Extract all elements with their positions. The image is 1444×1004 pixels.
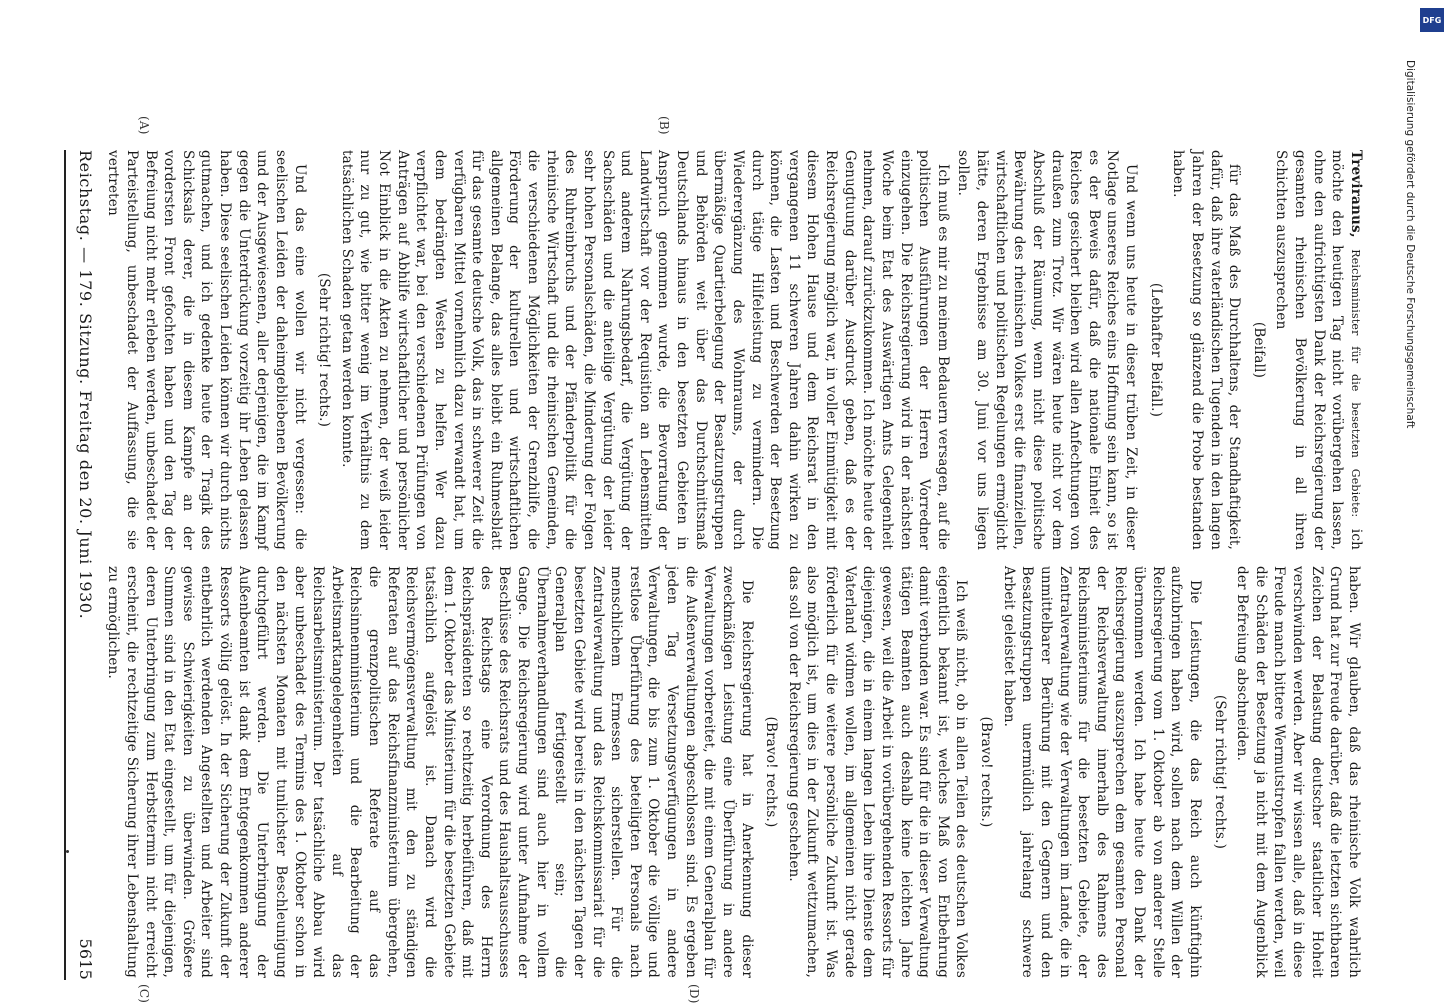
paragraph: Die Reichsregierung hat in Anerkennung dieser zweckmäßigen Leistung eine Überführung in andere Verwaltungen vorbereitet, die mit einem Generalplan für die Außenverwaltungen abgeschlossen sind. Es ergeben jeden Tag Versetzungsverfügungen in andere Verwaltungen, die bis zum 1. Oktober die völlige und restlose Überführung des beteiligten Personals nach menschlichem Ermessen sicherstellen. Für die Zentralverwaltung und das Reichskommissariat für die besetzten Gebiete wird bereits in den nächsten Tagen der Generalplan fertiggestellt sein; die Übernahmeverhandlungen sind auch hier in vollem Gange. Die Reichsregierung wird unter Aufnahme der Beschlüsse des Reichsrats und des Haushaltsausschusses des Reichstags eine Verordnung des Herrn Reichspräsidenten so rechtzeitig herbeiführen, daß mit dem 1. Oktober das Ministerium für die besetzten Gebiete tatsächlich aufgelöst ist. Danach wird die Reichsvermögensverwaltung mit den zu ständigen Referaten auf das Reichsfinanzministerium übergehen, die grenzpolitischen Referate auf das Reichsinnenministerium und die Bearbeitung der Arbeitsmarktangelegenheiten auf das Reichsarbeitsministerium. Der tatsächliche Abbau wird aber unbeschadet des Termins des 1. Oktober schon in den nächsten Monaten mit tunlichster Beschleunigung durchgeführt werden. Die Unterbringung der Außenbeamten ist dank dem Entgegenkommen anderer Ressorts völlig gelöst. In der Sicherung der Zukunft der entbehrlich werdenden Angestellten und Arbeiter sind gewisse Schwierigkeiten zu überwinden. Größere Summen sind in den Etat eingestellt, um für diejenigen, deren Unterbringung zum Herbsttermin nicht erreicht erscheint, die rechtzeitige Sicherung ihrer Lebenshaltung zu ermöglichen. bbox=[105, 566, 755, 978]
interjection: (Lebhafter Beifall.) bbox=[1147, 282, 1164, 418]
digitization-credit bbox=[1402, 60, 1422, 960]
paragraph: Und wenn uns heute in dieser trüben Zeit, in dieser Notlage unseres Reiches eins Hoffnung sein kann, so ist es der Beweis dafür, daß die nationale Einheit des Reiches gesichert bleiben wird allen Anfechtungen von draußen zum Trotz. Wir wären heute nicht vor dem Abschluß der Räumung, wenn nicht diese politische Bewährung des rheinischen Volkes erst die finanziellen, wirtschaftlichen und politischen Regelungen ermöglicht hätte, deren Ergebnisse am 30. Juni vor uns liegen sollen. bbox=[955, 150, 1140, 550]
paragraph: Ich muß es mir zu meinem Bedauern versagen, auf die politischen Ausführungen der Herren Vorredner einzugehen. Die Reichsregierung wird in der nächsten Woche beim Etat des Auswärtigen Amts Gelegenheit nehmen, darauf zurückzukommen. Ich möchte heute der Genugtuung darüber Ausdruck geben, daß es der Reichsregierung möglich war, in voller Einmütigkeit mit diesem Hohen Hause und dem Reichsrat in den vergangenen 11 schweren Jahren dahin wirken zu können, die Lasten und Beschwerden der Besetzung durch tätige Hilfeleistung zu vermindern. Die Wiederergänzung des Wohnraums, der durch übermäßige Quartierbelegung der Besatzungstruppen und Behörden weit über das Durchschnittsmaß Deutschlands hinaus in den besetzten Gebieten in Anspruch genommen wurde, die Bevorratung der Landwirtschaft vor der Requisition an Lebensmitteln und anderem Nahrungsbedarf, die Vergütung der Sachschäden und die anteilige Vergütung der leider sehr hohen Personalschäden, die Minderung der Folgen des Ruhreinbruchs und der Pfänderpolitik für die rheinische Wirtschaft und die rheinischen Gemeinden, die verschiedenen Möglichkeiten der Grenzhilfe, die Förderung der kulturellen und wirtschaftlichen allgemeinen Belange, das alles bleibt ein Ruhmesblatt für das gesamte deutsche Volk, das in schwerer Zeit die verfügbaren Mittel vornehmlich dazu verwandt hat, um dem bedrängten Westen zu helfen. Wer dazu verpflichtet war, bei den verschiedenen Prüfungen von Anträgen auf Abhilfe wirtschaftlicher und persönlicher Not Einblick in die Akten zu nehmen, der weiß leider nur zu gut, wie bitter wenig im Verhältnis zu dem tatsächlichen Schaden getan werden konnte. bbox=[338, 150, 951, 550]
paragraph: Ich weiß nicht, ob in allen Teilen des deutschen Volkes eigentlich bekannt ist, welches Maß von Entbehrung damit verbunden war. Es sind für die in dieser Verwaltung tätigen Beamten auch deshalb keine leichten Jahre gewesen, weil die Arbeit in vorübergehenden Ressorts für diejenigen, die in einem langen Leben ihre Dienste dem Vaterland widmen wollen, im allgemeinen nicht gerade förderlich für die weitere persönliche Zukunft ist. Was also möglich ist, um dies in der Zukunft wettzumachen, das soll von der Reichsregierung geschehen. bbox=[785, 566, 970, 978]
dfg-logo: DFG bbox=[1420, 8, 1444, 32]
speaker-role: Reichsminister für die besetzten Gebiete: bbox=[1349, 249, 1362, 518]
paragraph: Die Leistungen, die das Reich auch künftighin aufzubringen haben wird, sollen nach dem Willen der Reichsregierung vom 1. Oktober ab von anderer Stelle übernommen werden. Ich habe heute den Dank der Reichsregierung auszusprechen dem gesamten Personal der Reichsverwaltung innerhalb des Rahmens des Reichsministeriums für die besetzten Gebiete, der Zentralverwaltung wie der Verwaltungen im Lande, die in unmittelbarer Berührung mit den Gegnern und den Besatzungstruppen unermüdlich jahrelang schwere Arbeit geleistet haben. bbox=[1000, 566, 1203, 978]
margin-mark-d: (D) bbox=[687, 984, 701, 1004]
right-column bbox=[102, 566, 1363, 978]
interjection: (Sehr richtig! rechts.) bbox=[1211, 694, 1228, 850]
left-column bbox=[102, 150, 1365, 550]
interjection: (Bravo! rechts.) bbox=[978, 716, 995, 828]
margin-mark-b: (B) bbox=[657, 116, 671, 135]
paragraph: Und das eine wollen wir nicht vergessen: die seelischen Leiden der daheimgebliebenen Bevölkerung und der Ausgewiesenen, aller derjenigen, die im Kampf gegen die Unterdrückung vorzeitig ihr Leben gelassen haben. Diese seelischen Leiden können wir durch nichts gutmachen, und ich gedenke heute der Tragik des Schicksals derer, die in diesem Kampfe an der vordersten Front gefochten haben und den Tag der Befreiung nicht mehr erleben werden, unbeschadet der Parteistellung, unbeschadet der Auffassung, die sie vertreten bbox=[105, 150, 308, 550]
interjection: (Bravo! rechts.) bbox=[763, 716, 780, 828]
interjection: (Sehr richtig! rechts.) bbox=[316, 272, 333, 428]
page-number: 5615 bbox=[76, 938, 95, 980]
running-title: Reichstag. — 179. Sitzung. Freitag den 20. Juni 1930. bbox=[76, 150, 95, 620]
header-rule bbox=[64, 150, 66, 980]
interjection: (Beifall) bbox=[1250, 321, 1267, 379]
paragraph-text: ich möchte den heutigen Tag nicht vorübergehen lassen, ohne den aufrichtigsten Dank der Reichsregierung der gesamten rheinischen Bevölkerung in all ihren Schichten auszusprechen bbox=[1273, 150, 1364, 551]
paragraph: haben. Wir glauben, daß das rheinische Volk wahrlich Grund hat zur Freude darüber, daß die letzten sichtbaren Zeichen der Belastung deutscher staatlicher Hoheit verschwinden werden. Aber wir wissen alle, daß in diese Freude manch bittere Wermutstropfen fallen werden, weil die Schäden der Besetzung ja nicht mit dem Augenblick der Befreiung abschneiden. bbox=[1234, 566, 1362, 978]
paragraph: für das Maß des Durchhaltens, der Standhaftigkeit, dafür, daß ihre vaterländischen Tugenden in den langen Jahren der Besetzung so glänzend die Probe bestanden haben. bbox=[1170, 150, 1243, 550]
paragraph bbox=[1272, 150, 1365, 550]
margin-mark-c: (C) bbox=[137, 984, 151, 1004]
credit-text: Digitalisierung gefördert durch die Deutsche Forschungsgemeinschaft bbox=[1404, 60, 1416, 429]
running-header bbox=[70, 150, 96, 980]
scan-speck bbox=[66, 850, 69, 853]
margin-mark-a: (A) bbox=[137, 116, 151, 135]
speaker-name: Treviranus, bbox=[1348, 150, 1364, 238]
